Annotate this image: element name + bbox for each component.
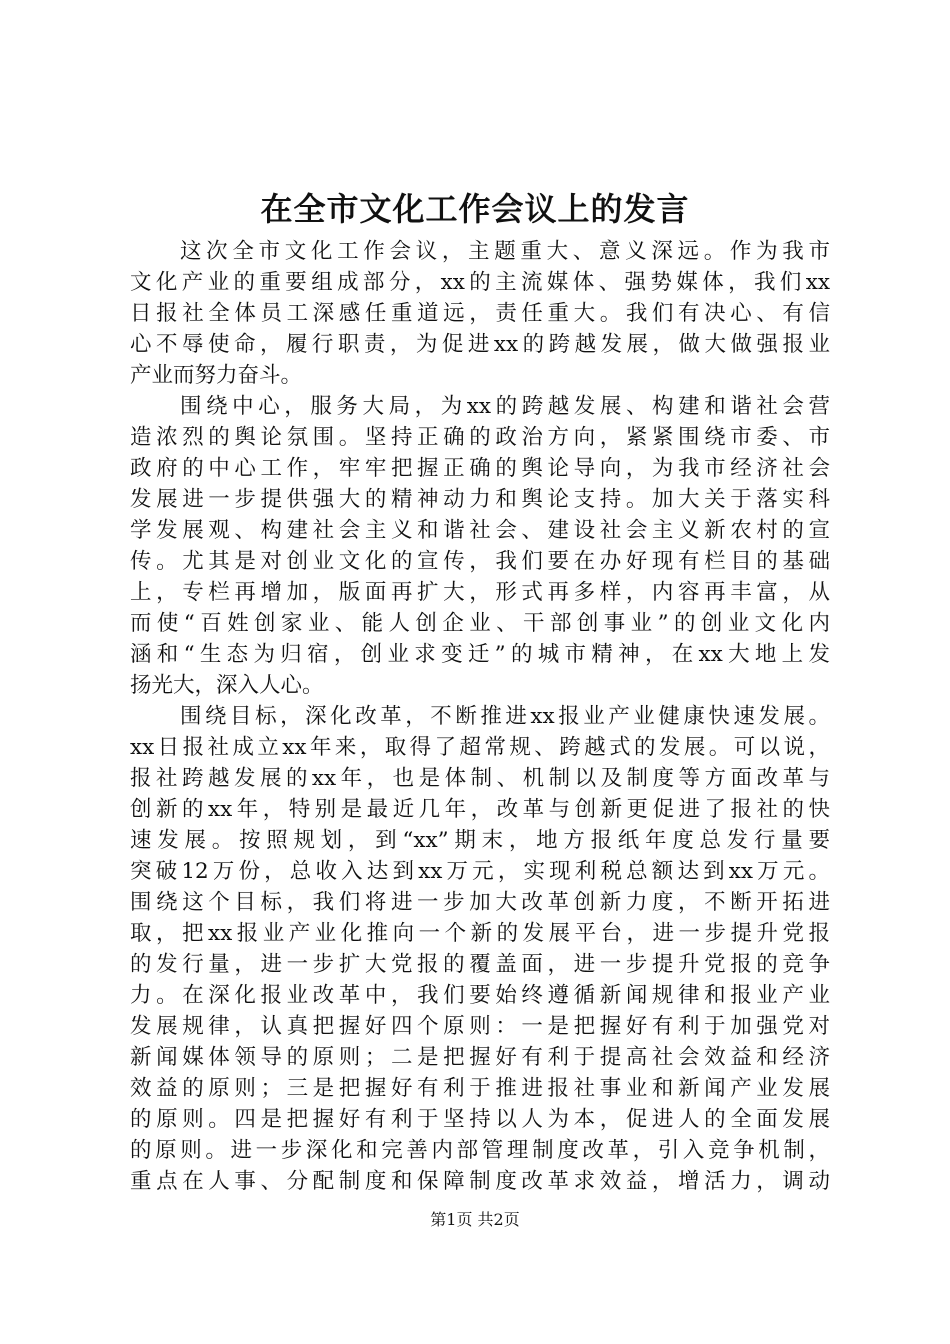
text-line: 新闻媒体领导的原则；二是把握好有利于提高社会效益和经济 (130, 1045, 830, 1070)
document-title: 在全市文化工作会议上的发言 (260, 190, 690, 228)
text-line: 速发展。按照规划，到“xx”期末，地方报纸年度总发行量要 (130, 828, 830, 853)
text-line: 重点在人事、分配制度和保障制度改革求效益，增活力，调动 (130, 1169, 830, 1194)
text-line: 这次全市文化工作会议，主题重大、意义深远。作为我市 (180, 239, 830, 264)
paragraph (130, 701, 830, 1197)
text-line: 文化产业的重要组成部分，xx的主流媒体、强势媒体，我们xx (130, 270, 830, 295)
text-line: 创新的xx年，特别是最近几年，改革与创新更促进了报社的快 (130, 797, 830, 822)
text-line: 围绕目标，深化改革，不断推进xx报业产业健康快速发展。 (180, 704, 830, 729)
text-line: 的原则。四是把握好有利于坚持以人为本，促进人的全面发展 (130, 1107, 830, 1132)
text-line: 上，专栏再增加，版面再扩大，形式再多样，内容再丰富，从 (130, 580, 830, 605)
text-line: 报社跨越发展的xx年，也是体制、机制以及制度等方面改革与 (130, 766, 830, 791)
text-line: 突破12万份，总收入达到xx万元，实现利税总额达到xx万元。 (130, 859, 830, 884)
paragraph (130, 236, 830, 391)
text-line: 取，把xx报业产业化推向一个新的发展平台，进一步提升党报 (130, 921, 830, 946)
text-line: 心不辱使命，履行职责，为促进xx的跨越发展，做大做强报业 (130, 332, 830, 357)
text-line: 传。尤其是对创业文化的宣传，我们要在办好现有栏目的基础 (130, 549, 830, 574)
text-line: 而使“百姓创家业、能人创企业、干部创事业”的创业文化内 (130, 611, 830, 636)
text-line: 发展进一步提供强大的精神动力和舆论支持。加大关于落实科 (130, 487, 830, 512)
text-line: 扬光大，深入人心。 (130, 673, 324, 698)
text-line: 日报社全体员工深感任重道远，责任重大。我们有决心、有信 (130, 301, 830, 326)
paragraph (130, 391, 830, 701)
text-line: xx日报社成立xx年来，取得了超常规、跨越式的发展。可以说， (130, 735, 830, 760)
text-line: 的原则。进一步深化和完善内部管理制度改革，引入竞争机制， (130, 1138, 830, 1163)
text-line: 产业而努力奋斗。 (130, 363, 303, 388)
text-line: 政府的中心工作，牢牢把握正确的舆论导向，为我市经济社会 (130, 456, 830, 481)
page-footer: 第1页 共2页 (430, 1210, 520, 1229)
text-line: 造浓烈的舆论氛围。坚持正确的政治方向，紧紧围绕市委、市 (130, 425, 830, 450)
text-line: 围绕这个目标，我们将进一步加大改革创新力度，不断开拓进 (130, 890, 830, 915)
text-line: 发展规律，认真把握好四个原则：一是把握好有利于加强党对 (130, 1014, 830, 1039)
text-line: 涵和“生态为归宿，创业求变迁”的城市精神，在xx大地上发 (130, 642, 830, 667)
text-line: 围绕中心，服务大局，为xx的跨越发展、构建和谐社会营 (180, 394, 830, 419)
text-line: 学发展观、构建社会主义和谐社会、建设社会主义新农村的宣 (130, 518, 830, 543)
text-line: 的发行量，进一步扩大党报的覆盖面，进一步提升党报的竞争 (130, 952, 830, 977)
text-line: 力。在深化报业改革中，我们要始终遵循新闻规律和报业产业 (130, 983, 830, 1008)
text-line: 效益的原则；三是把握好有利于推进报社事业和新闻产业发展 (130, 1076, 830, 1101)
document-body (130, 236, 830, 1197)
